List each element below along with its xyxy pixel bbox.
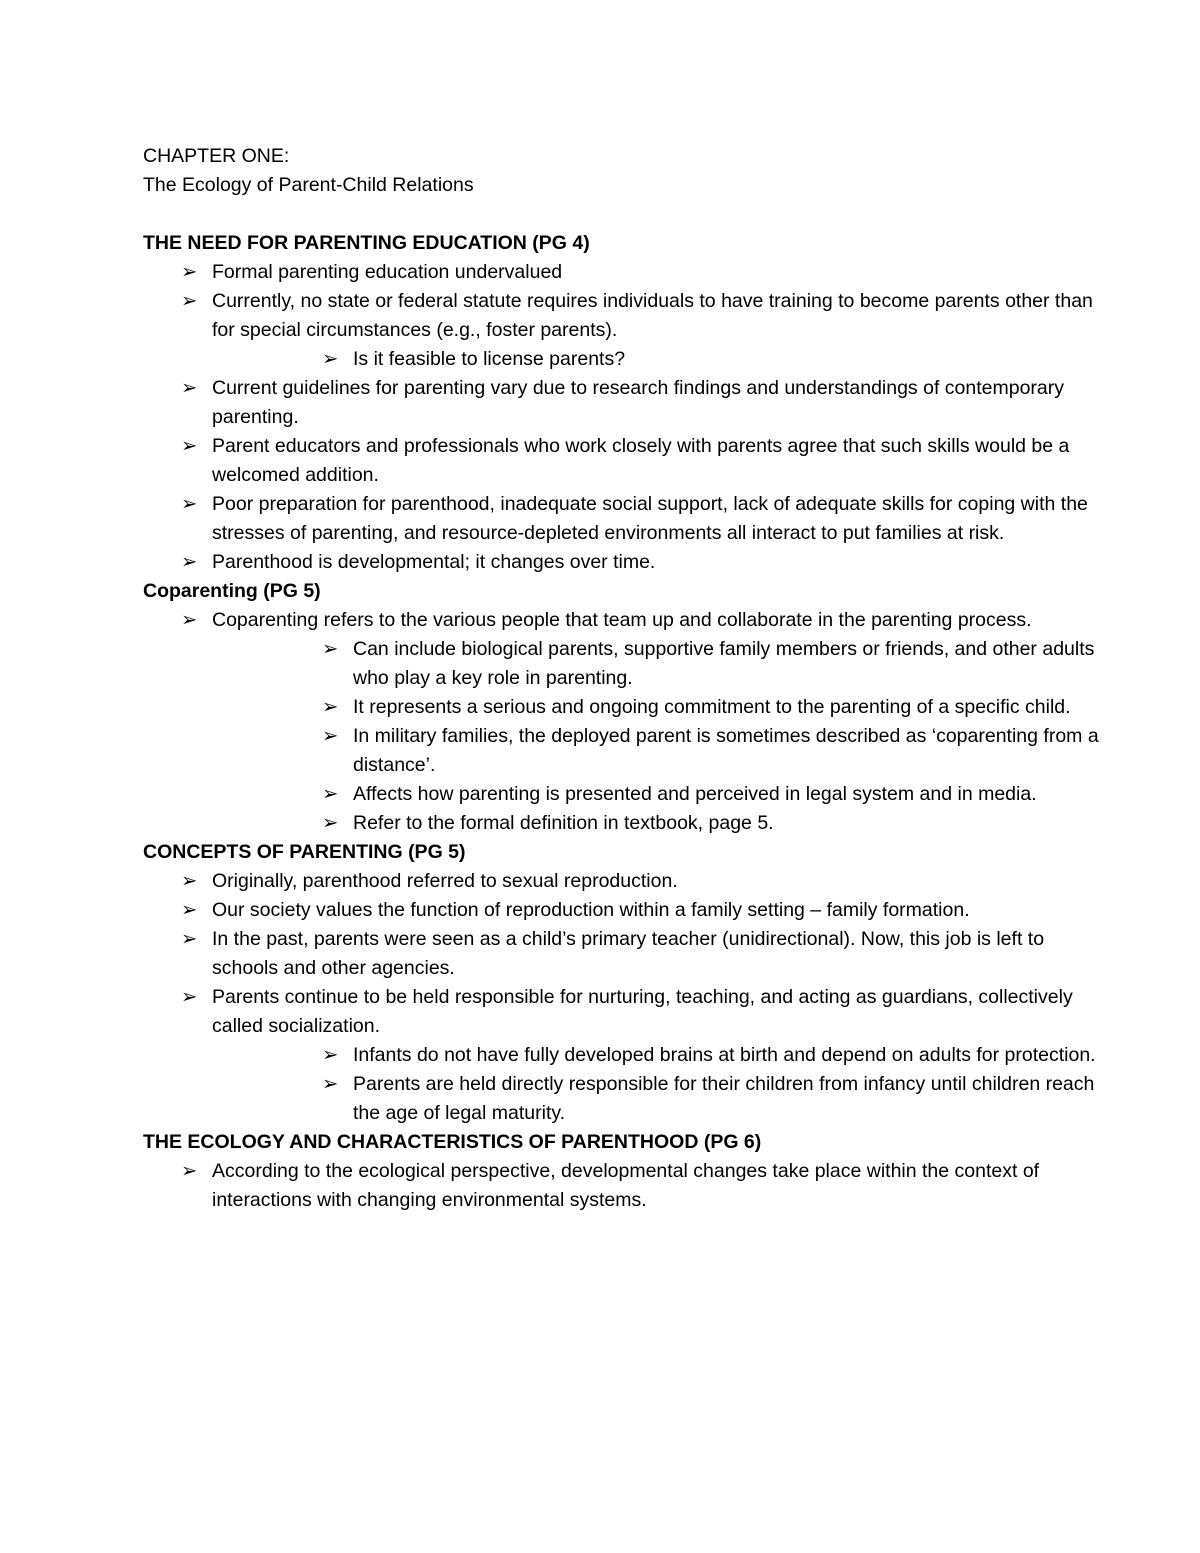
list-item-text: Refer to the formal definition in textbook, page 5. — [353, 812, 774, 834]
list-item — [143, 693, 1103, 722]
list-item-text: In the past, parents were seen as a child’s primary teacher (unidirectional). Now, this job is left to schools and other agencies. — [212, 928, 1045, 979]
section-heading: THE NEED FOR PARENTING EDUCATION (PG 4) — [143, 232, 590, 254]
bullet-list — [143, 867, 1103, 1128]
arrow-bullet-icon: ➢ — [322, 1044, 339, 1066]
list-item-text: Poor preparation for parenthood, inadequate social support, lack of adequate skills for coping with the stresses of parenting, and resource-depleted environments all interact to put families at risk. — [212, 493, 1088, 544]
list-item — [143, 722, 1103, 780]
list-item-text: Parents are held directly responsible for their children from infancy until children reach the age of legal maturity. — [353, 1073, 1095, 1124]
list-item — [143, 548, 1103, 577]
list-item-text: Infants do not have fully developed brains at birth and depend on adults for protection. — [353, 1044, 1096, 1066]
bullet-list — [143, 1157, 1103, 1215]
section-heading: Coparenting (PG 5) — [143, 580, 321, 602]
list-item-text: Can include biological parents, supportive family members or friends, and other adults who play a key role in parenting. — [353, 638, 1095, 689]
arrow-bullet-icon: ➢ — [322, 696, 339, 718]
list-item-text: Originally, parenthood referred to sexual reproduction. — [212, 870, 678, 892]
list-item — [143, 925, 1103, 983]
list-item-text: Parents continue to be held responsible for nurturing, teaching, and acting as guardians, collectively called socialization. — [212, 986, 1073, 1037]
list-item-text: Affects how parenting is presented and perceived in legal system and in media. — [353, 783, 1037, 805]
arrow-bullet-icon: ➢ — [181, 551, 198, 573]
arrow-bullet-icon: ➢ — [322, 348, 339, 370]
chapter-title: The Ecology of Parent-Child Relations — [143, 174, 474, 196]
chapter-label: CHAPTER ONE: — [143, 145, 290, 167]
section-heading: THE ECOLOGY AND CHARACTERISTICS OF PARENTHOOD (PG 6) — [143, 1131, 762, 1153]
arrow-bullet-icon: ➢ — [181, 261, 198, 283]
list-item-text: According to the ecological perspective, developmental changes take place within the context of interactions with changing environmental systems. — [212, 1160, 1040, 1211]
list-item-text: Is it feasible to license parents? — [353, 348, 626, 370]
list-item-text: It represents a serious and ongoing commitment to the parenting of a specific child. — [353, 696, 1071, 718]
list-item — [143, 606, 1103, 635]
document-page — [143, 142, 1103, 1215]
bullet-list — [143, 258, 1103, 577]
list-item — [143, 1041, 1103, 1070]
list-item-text: Coparenting refers to the various people that team up and collaborate in the parenting process. — [212, 609, 1032, 631]
list-item — [143, 374, 1103, 432]
arrow-bullet-icon: ➢ — [181, 1160, 198, 1182]
list-item-text: Formal parenting education undervalued — [212, 261, 563, 283]
arrow-bullet-icon: ➢ — [181, 870, 198, 892]
list-item — [143, 896, 1103, 925]
arrow-bullet-icon: ➢ — [181, 377, 198, 399]
arrow-bullet-icon: ➢ — [181, 928, 198, 950]
arrow-bullet-icon: ➢ — [322, 1073, 339, 1095]
list-item — [143, 867, 1103, 896]
arrow-bullet-icon: ➢ — [181, 609, 198, 631]
list-item — [143, 809, 1103, 838]
section-heading: CONCEPTS OF PARENTING (PG 5) — [143, 841, 466, 863]
arrow-bullet-icon: ➢ — [322, 783, 339, 805]
arrow-bullet-icon: ➢ — [181, 435, 198, 457]
list-item — [143, 1157, 1103, 1215]
arrow-bullet-icon: ➢ — [181, 493, 198, 515]
arrow-bullet-icon: ➢ — [181, 899, 198, 921]
list-item-text: Current guidelines for parenting vary due to research findings and understandings of contemporary parenting. — [212, 377, 1065, 428]
list-item — [143, 432, 1103, 490]
bullet-list — [143, 606, 1103, 838]
list-item-text: Our society values the function of reproduction within a family setting – family formation. — [212, 899, 970, 921]
arrow-bullet-icon: ➢ — [322, 812, 339, 834]
list-item-text: Currently, no state or federal statute requires individuals to have training to become parents other than for special circumstances (e.g., foster parents). — [212, 290, 1093, 341]
list-item-text: Parenthood is developmental; it changes over time. — [212, 551, 656, 573]
list-item — [143, 287, 1103, 345]
list-item — [143, 983, 1103, 1041]
arrow-bullet-icon: ➢ — [181, 290, 198, 312]
document-body — [143, 229, 1103, 1215]
blank-line — [143, 200, 1103, 229]
list-item — [143, 490, 1103, 548]
list-item — [143, 258, 1103, 287]
list-item — [143, 635, 1103, 693]
arrow-bullet-icon: ➢ — [322, 725, 339, 747]
arrow-bullet-icon: ➢ — [322, 638, 339, 660]
list-item-text: In military families, the deployed parent is sometimes described as ‘coparenting from a distance’. — [353, 725, 1099, 776]
arrow-bullet-icon: ➢ — [181, 986, 198, 1008]
list-item — [143, 345, 1103, 374]
list-item — [143, 780, 1103, 809]
list-item — [143, 1070, 1103, 1128]
list-item-text: Parent educators and professionals who work closely with parents agree that such skills would be a welcomed addition. — [212, 435, 1070, 486]
